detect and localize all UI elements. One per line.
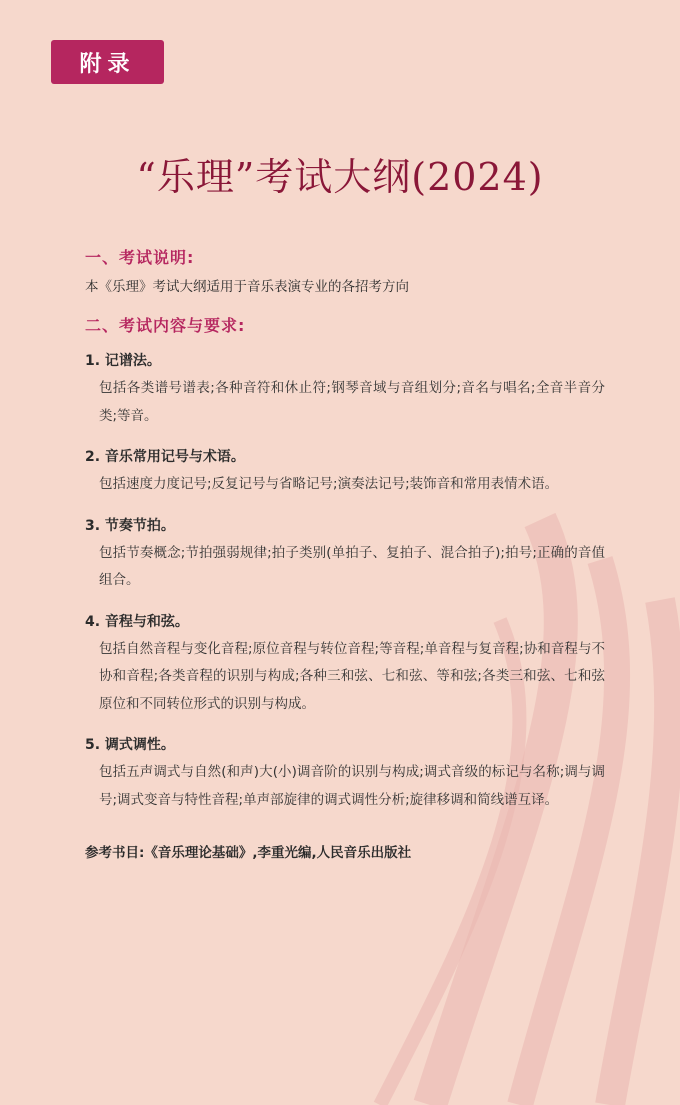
item-body-symbols-terms: 包括速度力度记号;反复记号与省略记号;演奏法记号;装饰音和常用表情术语。: [99, 476, 559, 492]
item-title-symbols-terms: 2. 音乐常用记号与术语。: [85, 449, 245, 465]
section-text-exam-description: 本《乐理》考试大纲适用于音乐表演专业的各招考方向: [85, 279, 409, 295]
item-body-mode-tonality: 包括五声调式与自然(和声)大(小)调音阶的识别与构成;调式音级的标记与名称;调与调号;调式变音与特性音程;单声部旋律的调式调性分析;旋律移调和简线谱互译。: [99, 764, 605, 808]
appendix-badge: 附录: [51, 40, 164, 84]
item-body-intervals-chords: 包括自然音程与变化音程;原位音程与转位音程;等音程;单音程与复音程;协和音程与不协和音程;各类音程的识别与构成;各种三和弦、七和弦、等和弦;各类三和弦、七和弦原位和不同转位形式的识别与构成。: [99, 640, 605, 712]
item-title-mode-tonality: 5. 调式调性。: [85, 737, 175, 753]
page-title: “乐理”考试大纲(2024): [136, 155, 544, 199]
item-title-notation: 1. 记谱法。: [85, 353, 161, 369]
section-heading-exam-content: 二、考试内容与要求:: [85, 316, 246, 335]
item-body-notation: 包括各类谱号谱表;各种音符和休止符;钢琴音域与音组划分;音名与唱名;全音半音分类;等音。: [99, 380, 605, 424]
section-heading-exam-description: 一、考试说明:: [85, 248, 195, 267]
item-body-rhythm-meter: 包括节奏概念;节拍强弱规律;拍子类别(单拍子、复拍子、混合拍子);拍号;正确的音值组合。: [99, 544, 605, 588]
main-content: [85, 246, 605, 878]
item-title-intervals-chords: 4. 音程与和弦。: [85, 613, 189, 630]
item-title-rhythm-meter: 3. 节奏节拍。: [85, 517, 175, 534]
reference-book: 参考书目:《音乐理论基础》,李重光编,人民音乐出版社: [85, 845, 412, 861]
